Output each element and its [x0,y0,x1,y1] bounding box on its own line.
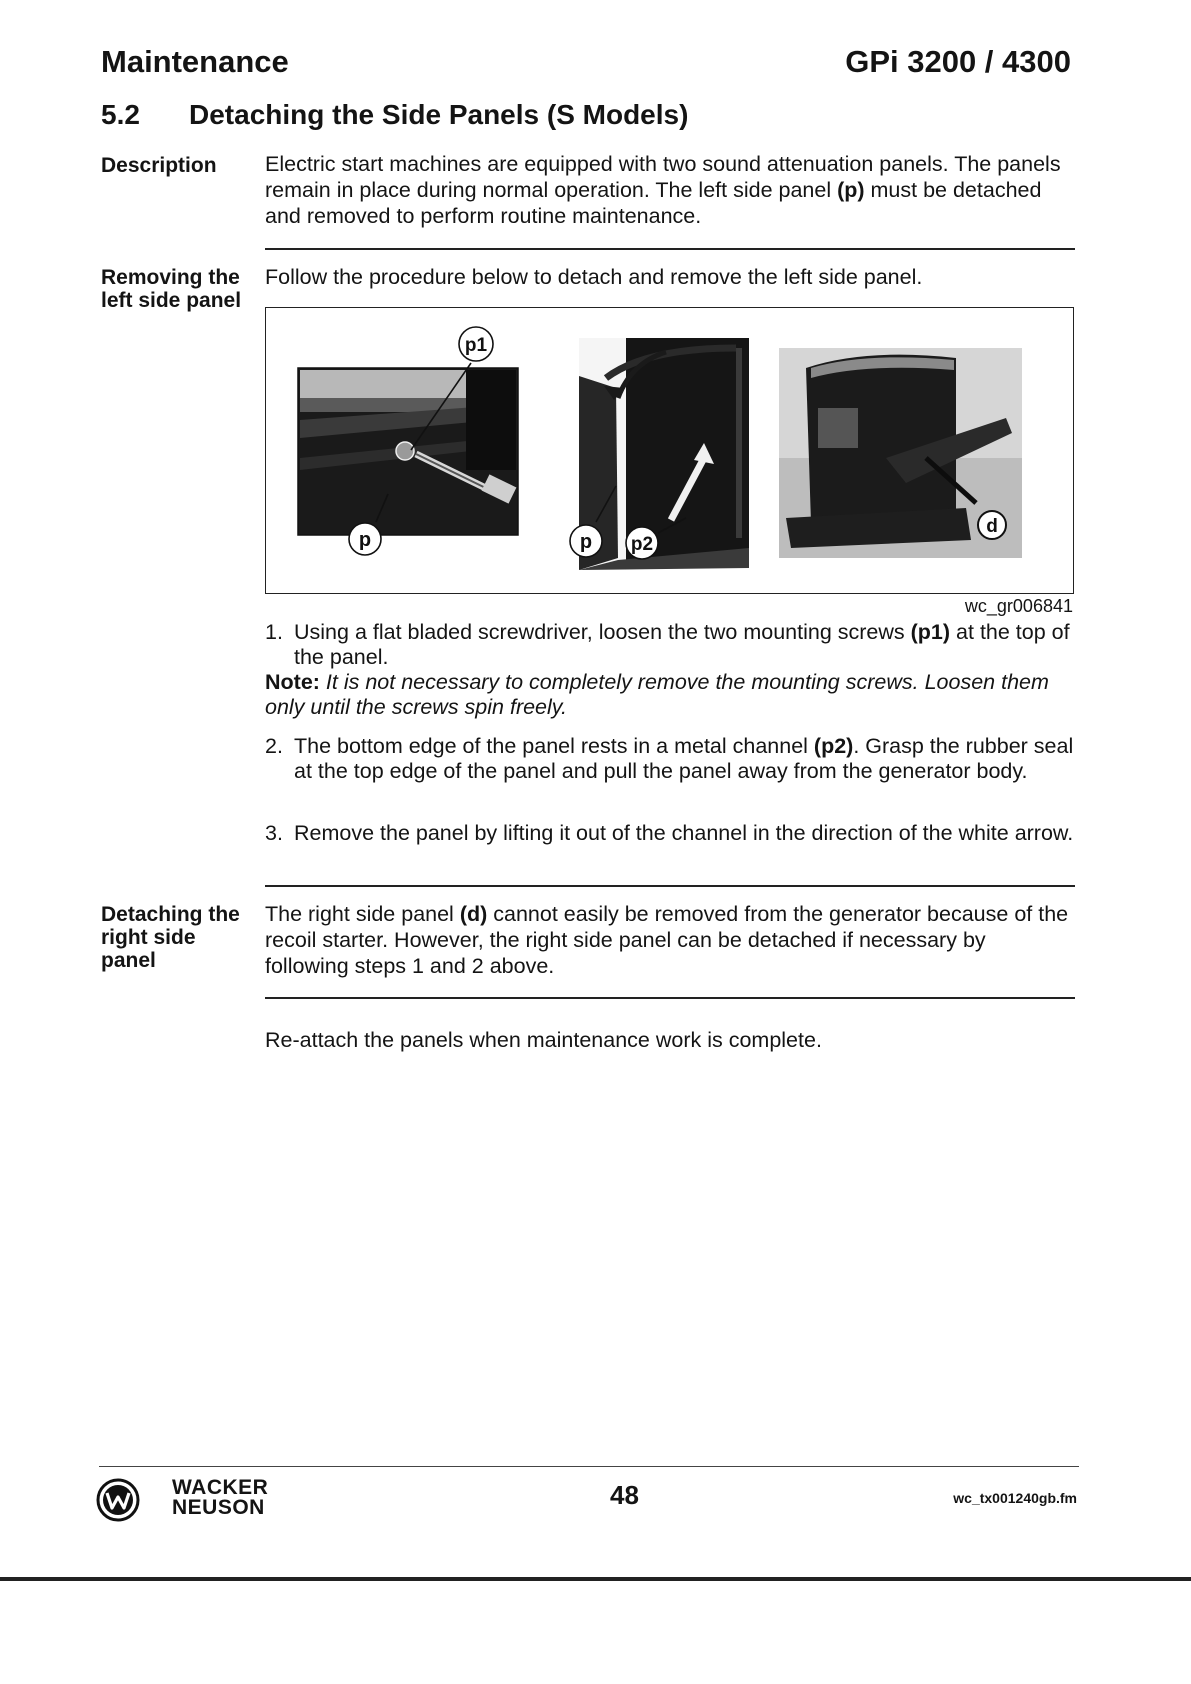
callout-p-mid-label: p [579,531,593,553]
callout-p-left-label: p [358,529,372,551]
brand-logo-text: WACKER NEUSON [172,1476,269,1519]
description-label: Description [101,154,217,177]
wacker-neuson-logo-icon [96,1478,140,1527]
divider [265,885,1075,887]
page-bottom-edge [0,1577,1191,1581]
footer-divider [99,1466,1079,1467]
section-title: Detaching the Side Panels (S Models) [189,99,689,130]
callout-p1-label: p1 [464,335,488,356]
description-text: Electric start machines are equipped with two sound attenuation panels. The panels remain in place during normal operation. The left side panel (p) must be detached and removed to perform routine maintenance. [265,152,1061,228]
file-code: wc_tx001240gb.fm [953,1490,1077,1506]
section-number: 5.2 [101,99,140,130]
callout-d-label: d [986,516,998,537]
figure-code: wc_gr006841 [964,596,1073,616]
step-1-number: 1. [265,620,283,644]
divider [265,248,1075,250]
page-number: 48 [610,1480,639,1510]
removing-label: Removing the left side panel [101,266,242,312]
photo-panel-screws [298,368,518,535]
detaching-text: The right side panel (d) cannot easily be removed from the generator because of the recoil starter. However, the right side panel can be detached if necessary by following steps 1 and 2 above. [265,902,1069,978]
step-2-number: 2. [265,734,283,758]
callout-p2-label: p2 [630,534,654,555]
step-3: 3. Remove the panel by lifting it out of the channel in the direction of the white arrow. [265,821,1074,845]
figure-illustration [266,308,1073,593]
header-model-title: GPi 3200 / 4300 [845,44,1071,79]
step-note: Note: It is not necessary to completely remove the mounting screws. Loosen them only until the screws spin freely. [265,670,1049,719]
step-2: 2. The bottom edge of the panel rests in a metal channel (p2). Grasp the rubber seal at the top edge of the panel and pull the panel away from the generator body. [265,734,1074,783]
header-left-title: Maintenance [101,44,289,79]
procedure-figure [265,307,1074,594]
divider [265,997,1075,999]
removing-intro: Follow the procedure below to detach and remove the left side panel. [265,265,923,289]
reattach-text: Re-attach the panels when maintenance work is complete. [265,1028,822,1052]
step-1: 1. Using a flat bladed screwdriver, loosen the two mounting screws (p1) at the top of the panel. [265,620,1070,669]
photo-panel-channel [579,338,749,570]
step-3-number: 3. [265,821,283,845]
detaching-label: Detaching the right side panel [101,903,240,972]
